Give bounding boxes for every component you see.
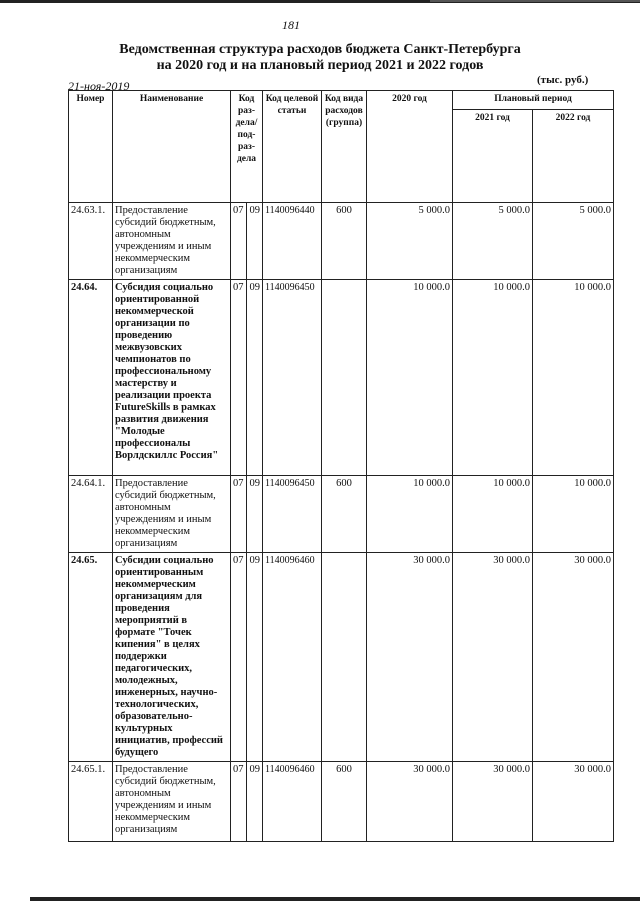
document-date: 21-ноя-2019: [68, 79, 130, 93]
table-row: [69, 553, 614, 762]
row-name: Предоставление субсидий бюджетным, автономным учреждениям и иным некоммерческим организациям: [113, 203, 231, 280]
row-2020: 5 000.0: [367, 203, 453, 280]
row-name: Субсидия социально ориентированной некоммерческой организации по проведению межвузовских чемпионатов по профессиональному мастерству и реализации проекта FutureSkills в рамках развития движения "Молодые профессионалы Ворлдскиллс Россия": [113, 280, 231, 476]
header-2020: 2020 год: [367, 91, 453, 203]
row-2021: 30 000.0: [453, 553, 533, 762]
row-name: Предоставление субсидий бюджетным, автономным учреждениям и иным некоммерческим организациям: [113, 762, 231, 842]
row-number: 24.65.1.: [69, 762, 113, 842]
header-2022: 2022 год: [533, 110, 614, 203]
row-target: 1140096460: [263, 762, 322, 842]
header-number: Номер: [69, 91, 113, 203]
row-number: 24.63.1.: [69, 203, 113, 280]
row-podrazdel: 09: [247, 476, 263, 553]
table-row: [69, 203, 614, 280]
row-target: 1140096450: [263, 476, 322, 553]
top-rule-right: [430, 0, 640, 2]
row-2021: 10 000.0: [453, 280, 533, 476]
row-razdel: 07: [231, 553, 247, 762]
header-planned-period: Плановый период: [453, 91, 614, 110]
document-title-line-2: на 2020 год и на плановый период 2021 и 2022 годов: [156, 58, 484, 73]
row-razdel: 07: [231, 280, 247, 476]
row-razdel: 07: [231, 203, 247, 280]
row-2020: 10 000.0: [367, 476, 453, 553]
row-2020: 30 000.0: [367, 553, 453, 762]
row-vid: 600: [322, 203, 367, 280]
row-podrazdel: 09: [247, 203, 263, 280]
row-2022: 30 000.0: [533, 762, 614, 842]
row-razdel: 07: [231, 762, 247, 842]
header-2021: 2021 год: [453, 110, 533, 203]
row-podrazdel: 09: [247, 553, 263, 762]
row-2021: 10 000.0: [453, 476, 533, 553]
row-name: Субсидии социально ориентированным некоммерческим организациям для проведения мероприятий в формате "Точек кипения" в целях поддержки педагогических, молодежных, инженерных, научно-технологических, образовательно-культурных инициатив, профессий будущего: [113, 553, 231, 762]
page-number: 181: [282, 18, 300, 32]
row-vid: [322, 553, 367, 762]
row-razdel: 07: [231, 476, 247, 553]
row-2020: 30 000.0: [367, 762, 453, 842]
header-name: Наименование: [113, 91, 231, 203]
budget-table: [68, 90, 614, 842]
table-row: [69, 762, 614, 842]
row-target: 1140096440: [263, 203, 322, 280]
header-target: Код целевой статьи: [263, 91, 322, 203]
row-number: 24.64.1.: [69, 476, 113, 553]
header-vid: Код вида расходов (группа): [322, 91, 367, 203]
row-2021: 30 000.0: [453, 762, 533, 842]
row-2021: 5 000.0: [453, 203, 533, 280]
table-row: [69, 280, 614, 476]
row-2022: 10 000.0: [533, 476, 614, 553]
row-vid: 600: [322, 476, 367, 553]
row-2022: 30 000.0: [533, 553, 614, 762]
table-row: [69, 476, 614, 553]
row-2022: 5 000.0: [533, 203, 614, 280]
row-target: 1140096450: [263, 280, 322, 476]
row-vid: [322, 280, 367, 476]
row-podrazdel: 09: [247, 762, 263, 842]
row-2020: 10 000.0: [367, 280, 453, 476]
row-vid: 600: [322, 762, 367, 842]
row-name: Предоставление субсидий бюджетным, автономным учреждениям и иным некоммерческим организациям: [113, 476, 231, 553]
row-podrazdel: 09: [247, 280, 263, 476]
row-number: 24.65.: [69, 553, 113, 762]
row-target: 1140096460: [263, 553, 322, 762]
units-label: (тыс. руб.): [537, 74, 589, 86]
header-razdel: Код раз- дела/ под- раз- дела: [231, 91, 263, 203]
row-2022: 10 000.0: [533, 280, 614, 476]
document-title-line-1: Ведомственная структура расходов бюджета Санкт-Петербурга: [119, 42, 521, 57]
row-number: 24.64.: [69, 280, 113, 476]
bottom-rule: [30, 897, 640, 901]
